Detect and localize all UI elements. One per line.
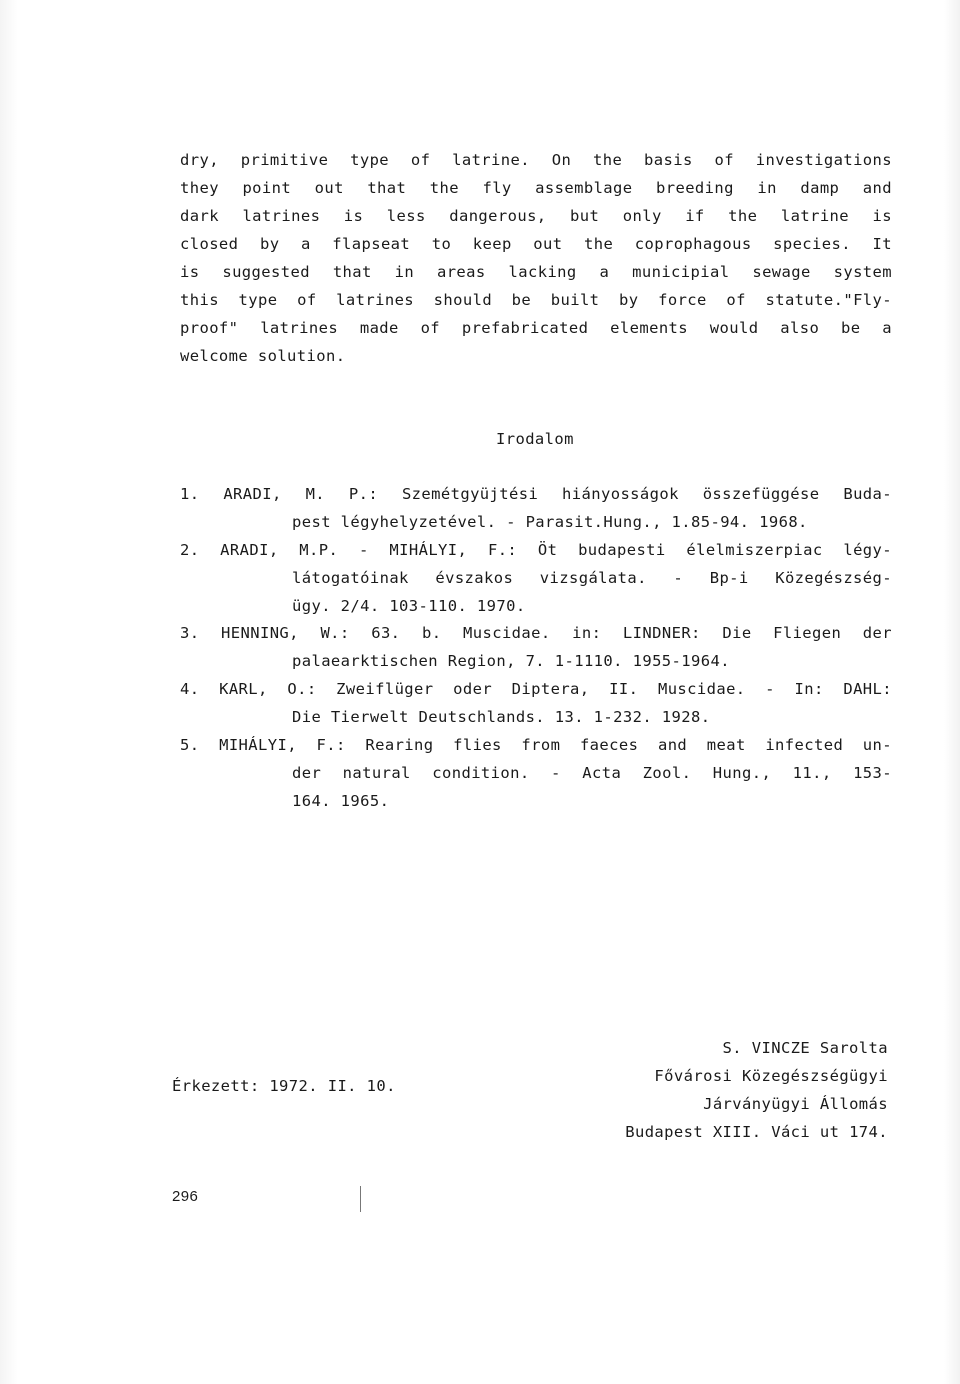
paragraph-line: welcome solution. — [180, 347, 346, 365]
paragraph-line: proof" latrines made of prefabricated elements would also be a — [180, 319, 892, 337]
reference-line: 5. MIHÁLYI, F.: Rearing flies from faeces and meat infected un- — [180, 736, 892, 754]
reference-line: Die Tierwelt Deutschlands. 13. 1-232. 1928. — [292, 708, 711, 726]
reference-line: palaearktischen Region, 7. 1-1110. 1955-1964. — [292, 652, 730, 670]
reference-line: 164. 1965. — [292, 792, 390, 810]
reference-line: pest légyhelyzetével. - Parasit.Hung., 1.85-94. 1968. — [292, 513, 808, 531]
reference-line: 4. KARL, O.: Zweiflüger oder Diptera, II. Muscidae. - In: DAHL: — [180, 680, 892, 698]
paragraph-line: is suggested that in areas lacking a municipial sewage system — [180, 263, 892, 281]
margin-mark — [360, 1186, 361, 1212]
reference-line: 3. HENNING, W.: 63. b. Muscidae. in: LINDNER: Die Fliegen der — [180, 624, 892, 642]
reference-line: 1. ARADI, M. P.: Szemétgyüjtési hiányosságok összefüggése Buda- — [180, 485, 892, 503]
author-address: Budapest XIII. Váci ut 174. — [625, 1123, 888, 1141]
reference-line: ügy. 2/4. 103-110. 1970. — [292, 597, 526, 615]
references-heading: Irodalom — [496, 430, 574, 448]
paragraph-line: closed by a flapseat to keep out the coprophagous species. It — [180, 235, 892, 253]
reference-line: látogatóinak évszakos vizsgálata. - Bp-i Közegészség- — [292, 569, 892, 587]
paragraph-line: this type of latrines should be built by force of statute."Fly- — [180, 291, 892, 309]
reference-line: 2. ARADI, M.P. - MIHÁLYI, F.: Öt budapesti élelmiszerpiac légy- — [180, 541, 892, 559]
page-number: 296 — [172, 1188, 199, 1205]
reference-line: der natural condition. - Acta Zool. Hung., 11., 153- — [292, 764, 892, 782]
paragraph-line: dark latrines is less dangerous, but only if the latrine is — [180, 207, 892, 225]
paragraph-line: dry, primitive type of latrine. On the basis of investigations — [180, 151, 892, 169]
author-department: Járványügyi Állomás — [703, 1095, 888, 1113]
author-institution: Fővárosi Közegészségügyi — [654, 1067, 888, 1085]
received-date: Érkezett: 1972. II. 10. — [172, 1077, 396, 1095]
author-name: S. VINCZE Sarolta — [722, 1039, 888, 1057]
paragraph-line: they point out that the fly assemblage breeding in damp and — [180, 179, 892, 197]
